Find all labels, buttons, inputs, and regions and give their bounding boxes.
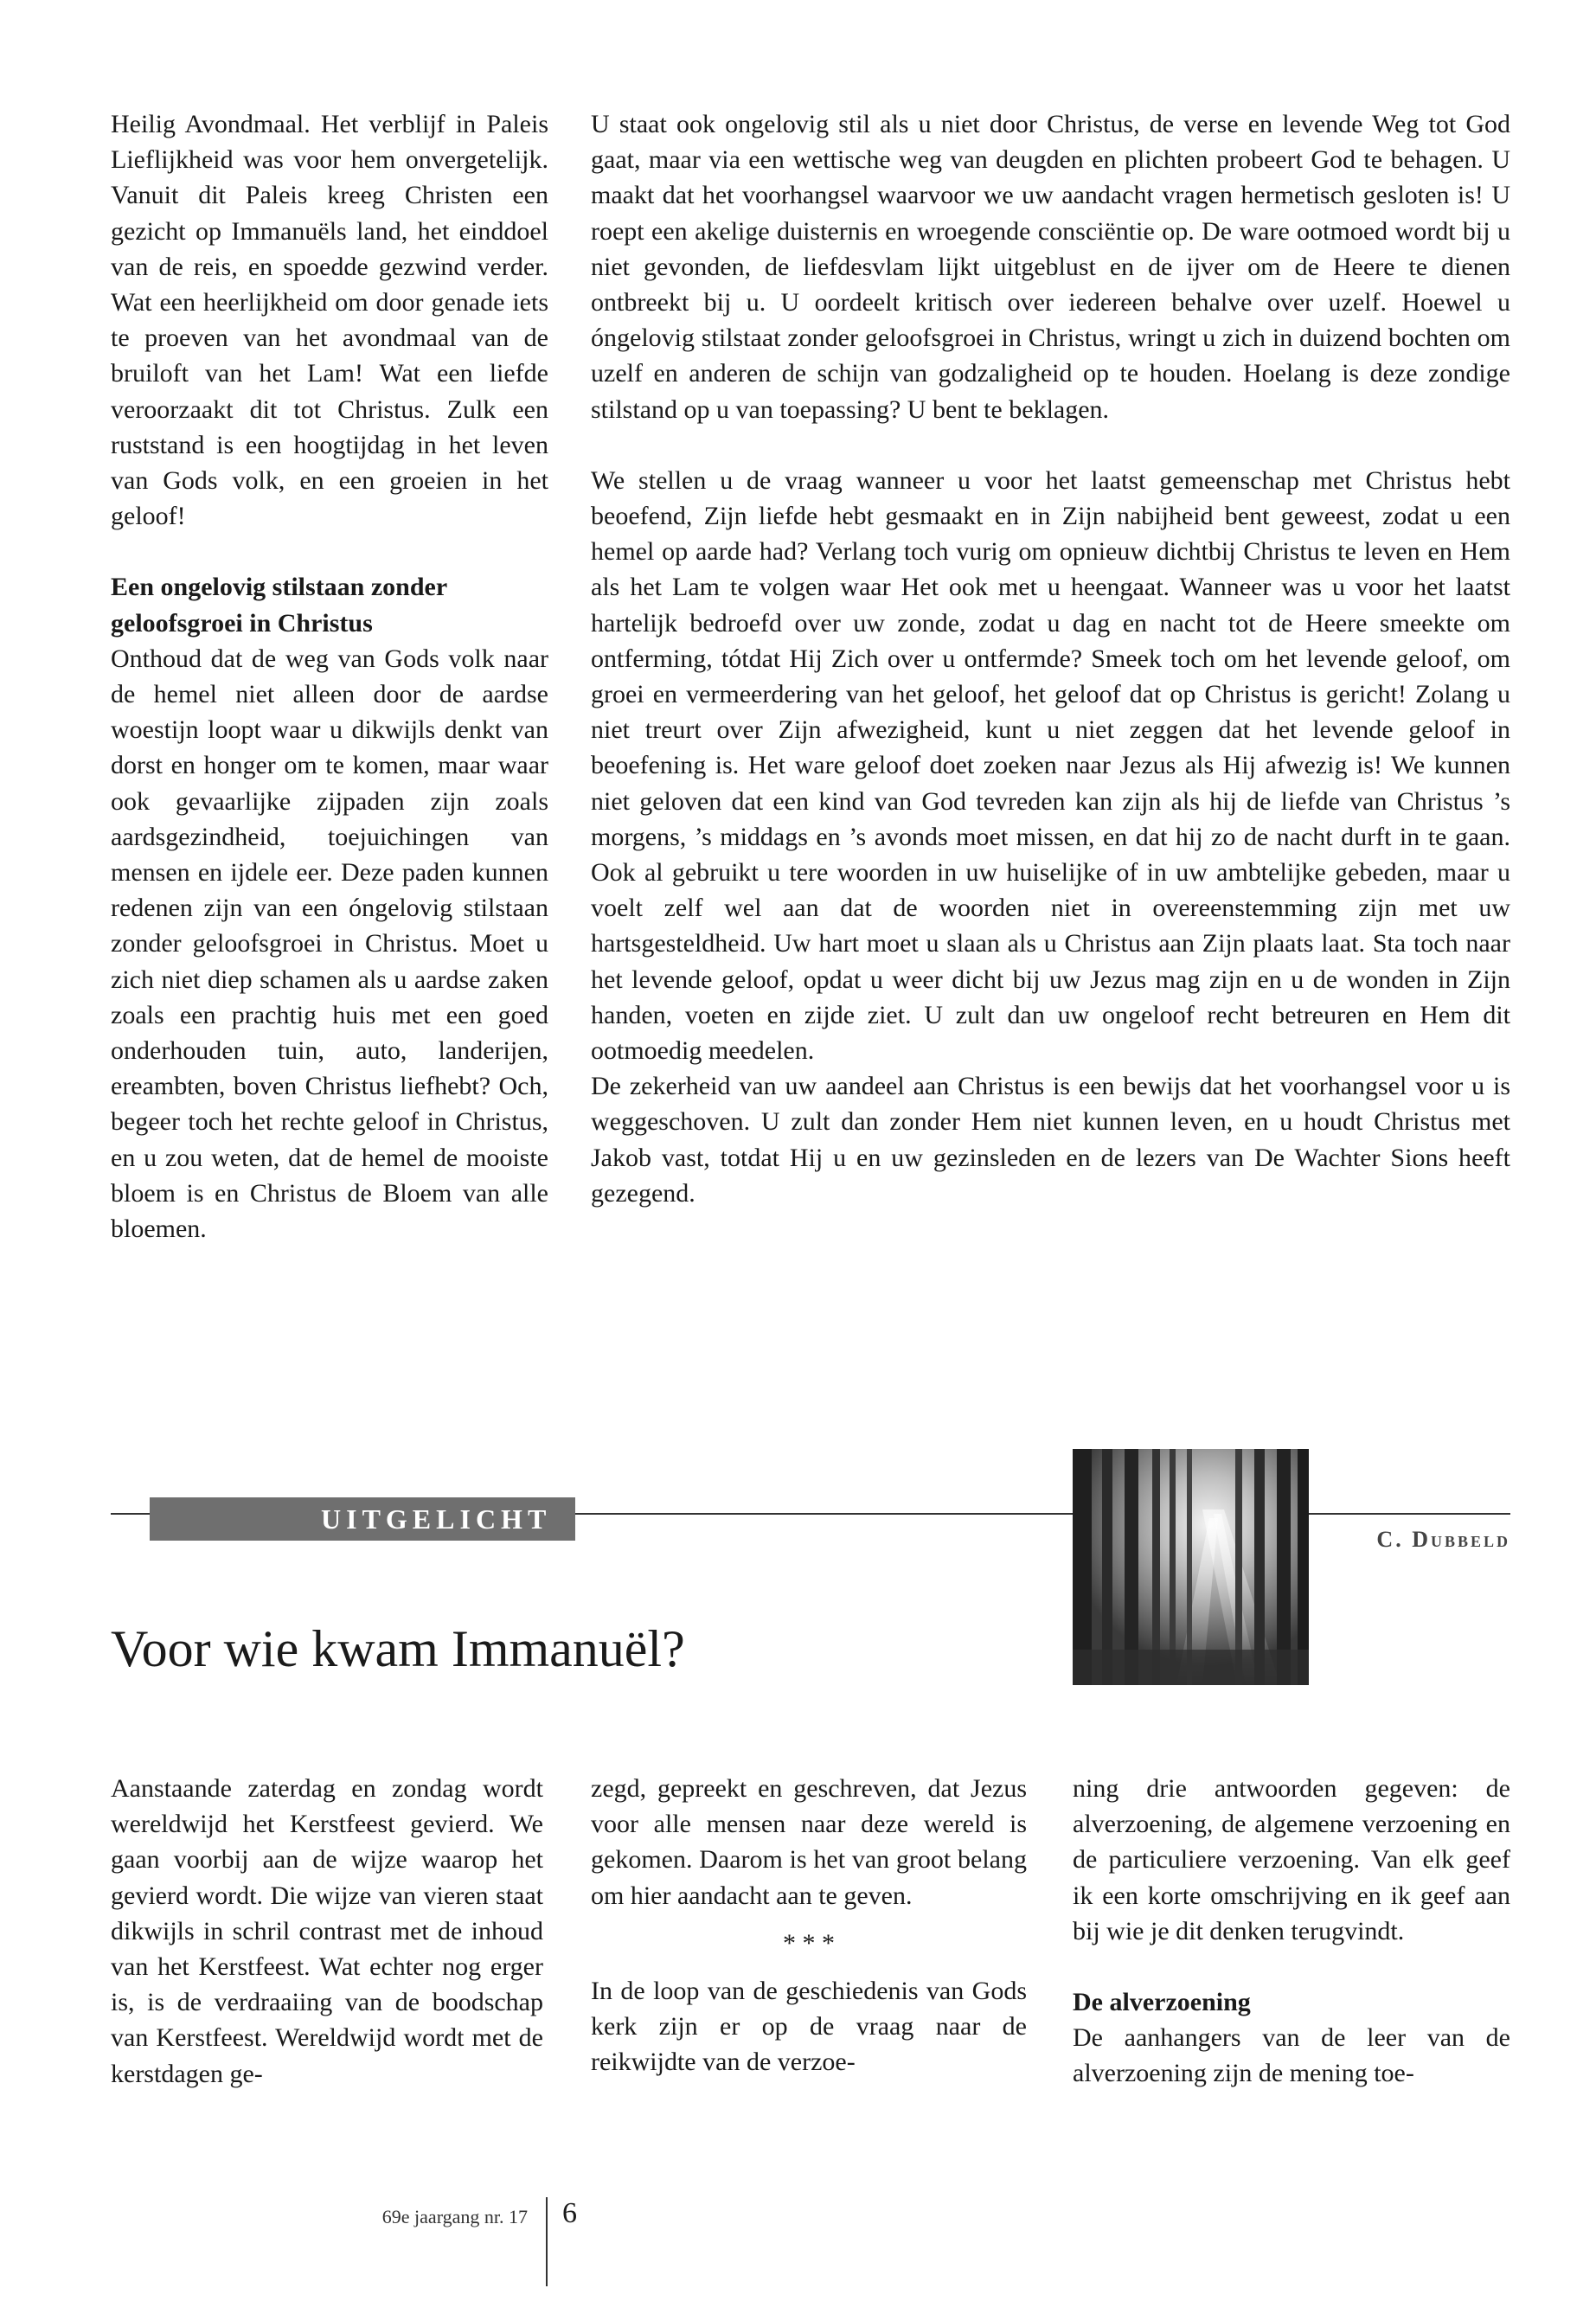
left-paragraph-2: Onthoud dat de weg van Gods volk naar de hemel niet alleen door de aardse woestijn loopt waar u dikwijls denkt van dorst en honger om te komen, maar waar ook gevaarlijke zijpaden zijn zoals aardsgezindheid, toejuichingen van mensen en ijdele eer. Deze paden kunnen redenen zijn van een óngelovig stilstaan zonder geloofsgroei in Christus. Moet u zich niet diep schamen als u aardse zaken zoals een prachtig huis met een goed onderhouden tuin, auto, landerijen, ereambten, boven Christus liefhebt? Och, begeer toch het rechte geloof in Christus, en u zou weten, dat de hemel de mooiste bloem is en Christus de Bloem van alle bloemen. [111, 644, 548, 1244]
right-paragraph-2: We stellen u de vraag wanneer u voor het laatst gemeenschap met Christus hebt beoefend, Zijn liefde hebt gesmaakt en in Zijn nabijheid bent geweest, zodat u een hemel op aarde had? Verlang toch vurig om opnieuw dichtbij Christus te leven en Hem als het Lam te volgen waar Het ook met u heengaat. Wanneer was u voor het laatst hartelijk bedroefd over uw zonde, zodat u dag en nacht tot de Heere smeekte om ontferming, tótdat Hij Zich over u ontfermde? Smeek toch om het levende geloof, om groei en vermeerdering van het geloof, het geloof dat op Christus is gericht! Zolang u niet treurt over Zijn afwezigheid, kunt u niet zeggen dat het levende geloof in beoefening is. Het ware geloof doet zoeken naar Jezus als Hij afwezig is! We kunnen niet geloven dat een kind van God tevreden kan zijn als hij de liefde van Christus ’s morgens, ’s middags en ’s avonds moet missen, en dat hij zo de nacht durft in te gaan. Ook al gebruikt u tere woorden in uw huiselijke of in uw ambtelijke gebeden, maar u voelt zelf wel aan dat de woorden niet in overeenstemming zijn met uw hartsgesteldheid. Uw hart moet u slaan als u Christus aan Zijn plaats laat. Sta toch naar het levende geloof, opdat u weer dicht bij uw Jezus mag zijn en u de wonden in Zijn handen, voeten en zijde ziet. U zult dan uw ongeloof recht betreuren en Hem dit ootmoedig meedelen. [591, 465, 1510, 1066]
author-name: C. Dubbeld [1376, 1527, 1510, 1552]
section-separator: * * * [783, 1928, 835, 1958]
article-col3-paragraph-1: ning drie antwoorden gegeven: de alverzoening, de algemene verzoening en de particuliere verzoening. Van elk geef ik een korte omschrijving en ik geef aan bij wie je dit denken terugvindt. [1073, 1774, 1510, 1945]
left-subheading: Een ongelovig stilstaan zonder geloofsgroei in Christus [111, 573, 447, 638]
section-banner: UITGELICHT [150, 1497, 575, 1541]
page-number: 6 [562, 2197, 577, 2229]
article-col1-paragraph: Aanstaande zaterdag en zondag wordt wereldwijd het Kerstfeest gevierd. We gaan voorbij aan de wijze waarop het gevierd wordt. Die wijze van vieren staat dikwijls in schril contrast met de inhoud van het Kerstfeest. Wat echter nog erger is, is de verdraaiing van de boodschap van Kerstfeest. Wereldwijd wordt met de kerstdagen ge- [111, 1774, 543, 2088]
footer-divider [546, 2197, 548, 2286]
article-col3-paragraph-2: De aanhangers van de leer van de alverzoening zijn de mening toe- [1073, 2023, 1510, 2088]
article-column-3 [1073, 1771, 1510, 2092]
left-paragraph-1: Heilig Avondmaal. Het verblijf in Paleis Lieflijkheid was voor hem onvergetelijk. Vanuit dit Paleis kreeg Christen een gezicht op Immanuëls land, het einddoel van de reis, en spoedde gezwind verder. Wat een heerlijkheid om door genade iets te proeven van het avondmaal van de bruiloft van het Lam! Wat een liefde veroorzaakt dit tot Christus. Zulk een ruststand is een hoogtijdag in het leven van Gods volk, en een groeien in het geloof! [111, 110, 548, 531]
article-column-1 [111, 1771, 543, 2092]
right-paragraph-3: De zekerheid van uw aandeel aan Christus is een bewijs dat het voorhangsel voor u is weggeschoven. U zult dan zonder Hem niet kunnen leven, en u houdt Christus met Jakob vast, totdat Hij u en uw gezinsleden en de lezers van De Wachter Sions heeft gezegend. [591, 1072, 1510, 1208]
banner-rule-far [1309, 1513, 1510, 1515]
article-title: Voor wie kwam Immanuël? [111, 1620, 685, 1677]
banner-rule-right [575, 1513, 1073, 1515]
article-col2-paragraph-1: zegd, gepreekt en geschreven, dat Jezus voor alle mensen naar deze wereld is gekomen. Daarom is het van groot belang om hier aandacht aan te geven. [591, 1774, 1027, 1910]
article-column-2 [591, 1771, 1027, 2080]
banner-rule-left [111, 1513, 150, 1515]
right-paragraph-1: U staat ook ongelovig stil als u niet door Christus, de verse en levende Weg tot God gaat, maar via een wettische weg van deugden en plichten probeert God te behagen. U maakt dat het voorhangsel waarvoor we uw aandacht vragen hermetisch gesloten is! U roept een akelige duisternis en wroegende consciëntie op. De ware ootmoed wordt bij u niet gevonden, de liefdesvlam lijkt uitgeblust en de ijver om de Heere te dienen ontbreekt bij u. U oordeelt kritisch over iedereen behalve over uzelf. Hoewel u óngelovig stilstaat zonder geloofsgroei in Christus, wringt u zich in duizend bochten om uzelf en anderen de schijn van godzaligheid op te houden. Hoelang is deze zondige stilstand op u van toepassing? U bent te beklagen. [591, 110, 1510, 424]
left-column [111, 106, 548, 1247]
right-column [591, 106, 1510, 1211]
footer-issue: 69e jaargang nr. 17 [381, 2206, 528, 2227]
article-col2-paragraph-2: In de loop van de geschiedenis van Gods kerk zijn er op de vraag naar de reikwijdte van de verzoe- [591, 1977, 1027, 2077]
forest-photo-icon [1073, 1449, 1309, 1685]
article-col3-subheading: De alverzoening [1073, 1988, 1251, 2017]
